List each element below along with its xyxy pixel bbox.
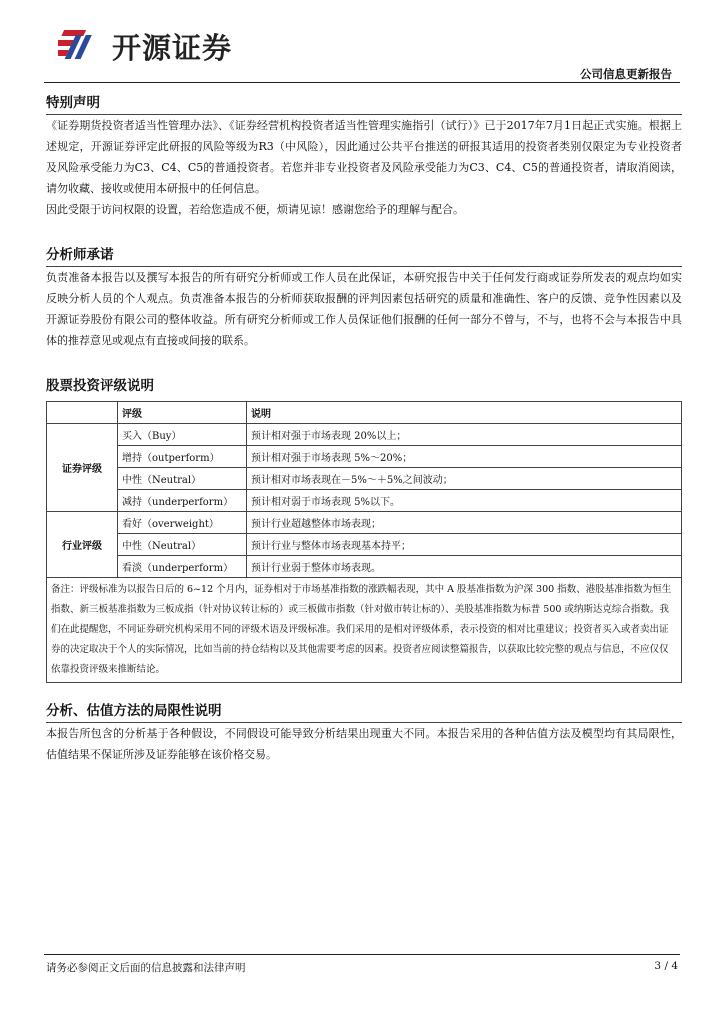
table-row bbox=[47, 490, 682, 512]
logo-mark-icon bbox=[58, 26, 106, 66]
special-statement-paragraph: 因此受限于访问权限的设置，若给您造成不便，烦请见谅！感谢您给予的理解与配合。 bbox=[46, 203, 464, 216]
table-row bbox=[47, 468, 682, 490]
rating-name: 看淡（underperform） bbox=[118, 556, 247, 578]
rating-title: 股票投资评级说明 bbox=[46, 378, 154, 394]
limitation-section bbox=[46, 696, 682, 765]
table-row bbox=[47, 512, 682, 534]
table-row bbox=[47, 446, 682, 468]
rating-section bbox=[46, 371, 682, 683]
footer-divider bbox=[44, 954, 680, 955]
footer-disclaimer: 请务必参阅正文后面的信息披露和法律声明 bbox=[46, 962, 246, 974]
desc-col-header: 说明 bbox=[247, 402, 682, 424]
table-row bbox=[47, 578, 682, 683]
rating-name: 看好（overweight） bbox=[118, 512, 247, 534]
table-row bbox=[47, 556, 682, 578]
rating-name: 增持（outperform） bbox=[118, 446, 247, 468]
rating-desc: 预计行业与整体市场表现基本持平； bbox=[247, 534, 682, 556]
rating-desc: 预计行业超越整体市场表现； bbox=[247, 512, 682, 534]
rating-col-header: 评级 bbox=[118, 402, 247, 424]
industry-rating-group: 行业评级 bbox=[47, 512, 118, 578]
page-number: 3 / 4 bbox=[654, 960, 678, 972]
table-row bbox=[47, 534, 682, 556]
analyst-commitment-paragraph: 负责准备本报告以及撰写本报告的所有研究分析师或工作人员在此保证，本研究报告中关于任何发行商或证券所发表的观点均如实反映分析人员的个人观点。负责准备本报告的分析师获取报酬的评判因素包括研究的质量和准确性、客户的反馈、竞争性因素以及开源证券股份有限公司的整体收益。所有研究分析师或工作人员保证他们报酬的任何一部分不曾与，不与，也将不会与本报告中具体的推荐意见或观点有直接或间接的联系。 bbox=[46, 271, 682, 347]
rating-name: 中性（Neutral） bbox=[118, 534, 247, 556]
stock-rating-group: 证券评级 bbox=[47, 424, 118, 512]
rating-table bbox=[46, 401, 682, 683]
special-statement-paragraph: 《证券期货投资者适当性管理办法》、《证券经营机构投资者适当性管理实施指引（试行）》已于2017年7月1日起正式实施。根据上述规定，开源证券评定此研报的风险等级为R3（中风险），因此通过公共平台推送的研报其适用的投资者类别仅限定为专业投资者及风险承受能力为C3、C4、C5的普通投资者。若您并非专业投资者及风险承受能力为C3、C4、C5的普通投资者，请取消阅读，请勿收藏、接收或使用本研报中的任何信息。 bbox=[46, 119, 682, 195]
rating-name: 中性（Neutral） bbox=[118, 468, 247, 490]
logo-text: 开源证券 bbox=[112, 30, 233, 65]
rating-table-header bbox=[47, 402, 682, 424]
special-statement-title: 特别声明 bbox=[46, 88, 682, 115]
rating-desc: 预计相对市场表现在－5%～＋5%之间波动； bbox=[247, 468, 682, 490]
limitation-title: 分析、估值方法的局限性说明 bbox=[46, 696, 682, 723]
rating-note: 备注：评级标准为以报告日后的 6~12 个月内，证券相对于市场基准指数的涨跌幅表现，其中 A 股基准指数为沪深 300 指数、港股基准指数为恒生指数、新三板基准指数为三板成指（针对协议转让标的）或三板做市指数（针对做市转让标的）、美股基准指数为标普 500 或纳斯达克综合指数。我们在此提醒您，不同证券研究机构采用不同的评级术语及评级标准。我们采用的是相对评级体系，表示投资的相对比重建议；投资者买入或者卖出证券的决定取决于个人的实际情况，比如当前的持仓结构以及其他需要考虑的因素。投资者应阅读整篇报告，以获取比较完整的观点与信息，不应仅仅依靠投资评级来推断结论。 bbox=[47, 578, 682, 683]
rating-table-corner bbox=[47, 402, 118, 424]
limitation-paragraph: 本报告所包含的分析基于各种假设，不同假设可能导致分析结果出现重大不同。本报告采用的各种估值方法及模型均有其局限性，估值结果不保证所涉及证券能够在该价格交易。 bbox=[46, 727, 682, 761]
rating-name: 买入（Buy） bbox=[118, 424, 247, 446]
rating-desc: 预计相对强于市场表现 20%以上； bbox=[247, 424, 682, 446]
header-divider bbox=[44, 82, 680, 83]
table-row bbox=[47, 424, 682, 446]
rating-desc: 预计行业弱于整体市场表现。 bbox=[247, 556, 682, 578]
report-type: 公司信息更新报告 bbox=[580, 67, 672, 81]
page-content bbox=[46, 88, 682, 785]
analyst-commitment-title: 分析师承诺 bbox=[46, 240, 682, 267]
rating-desc: 预计相对弱于市场表现 5%以下。 bbox=[247, 490, 682, 512]
brand-logo bbox=[58, 26, 232, 66]
special-statement-section bbox=[46, 88, 682, 220]
analyst-commitment-section bbox=[46, 240, 682, 351]
rating-desc: 预计相对强于市场表现 5%～20%； bbox=[247, 446, 682, 468]
rating-name: 减持（underperform） bbox=[118, 490, 247, 512]
